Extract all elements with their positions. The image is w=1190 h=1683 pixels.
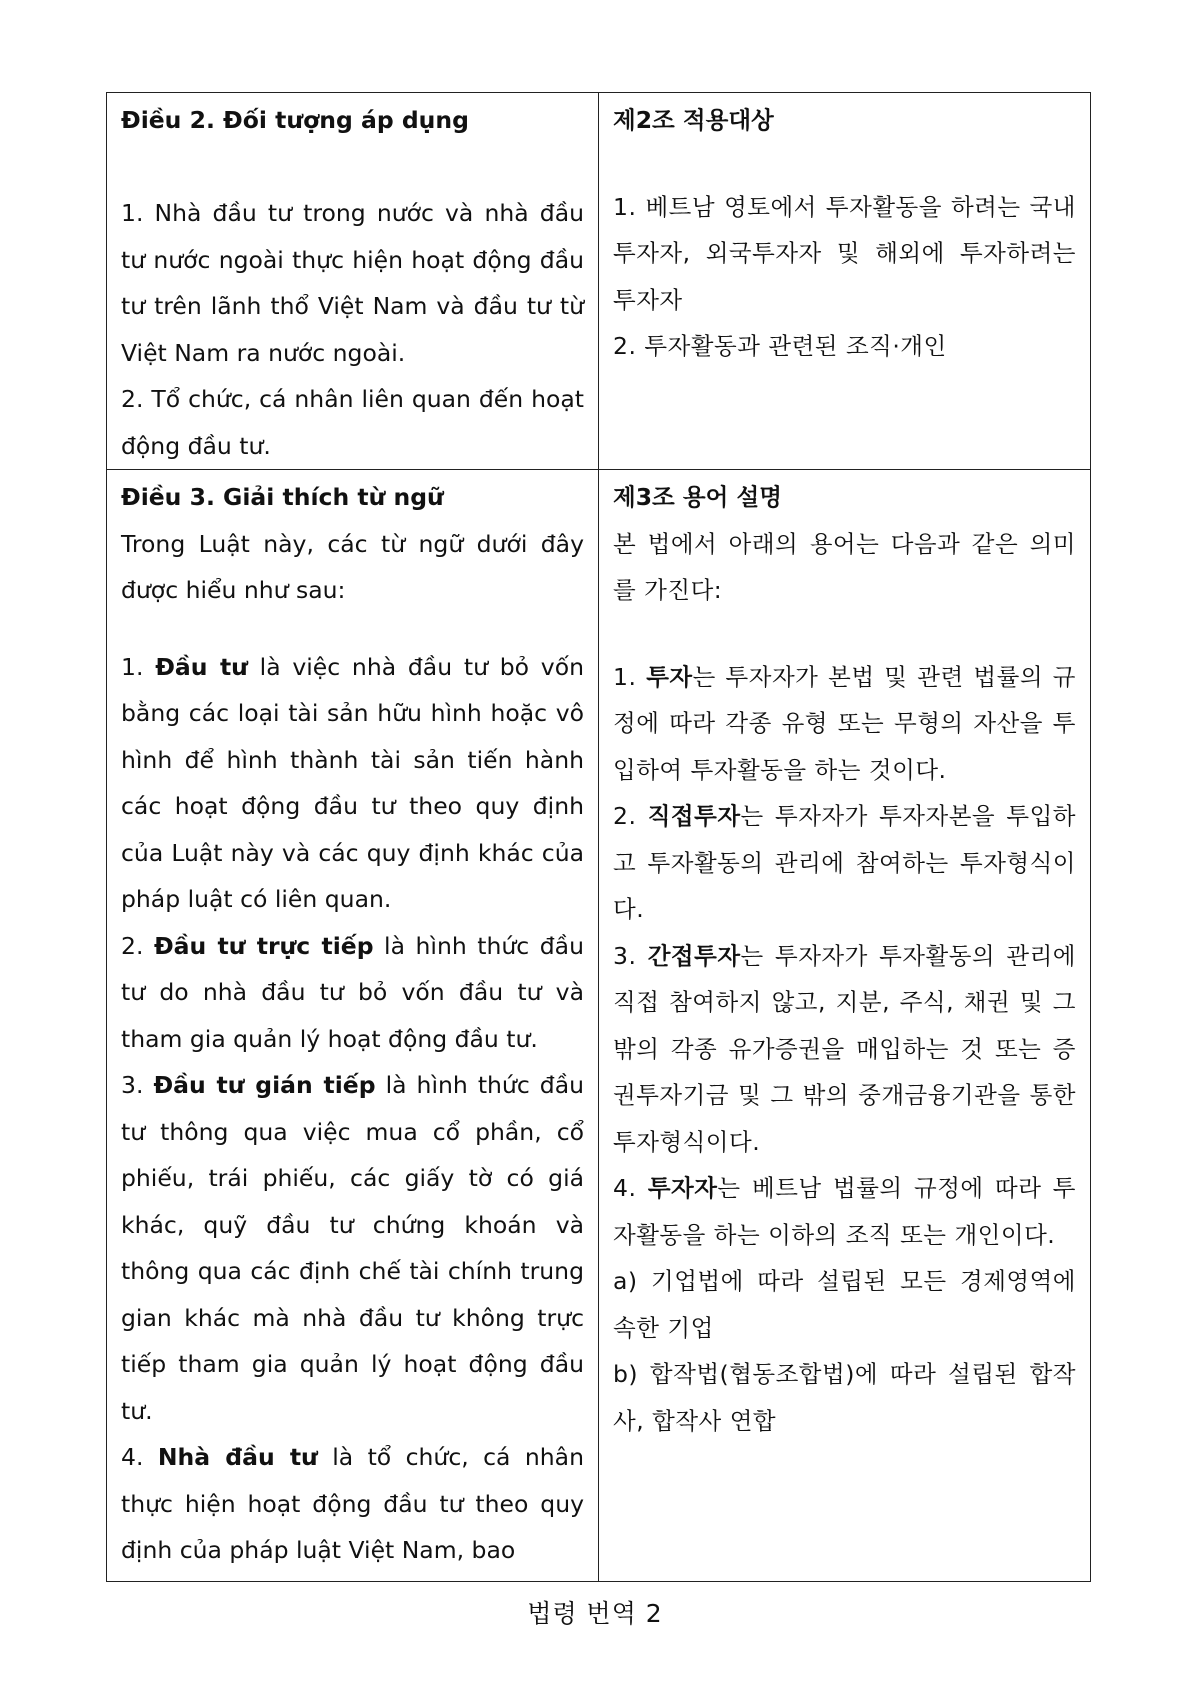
definition-subitem-ko: a) 기업법에 따라 설립된 모든 경제영역에 속한 기업: [613, 1267, 1076, 1342]
article-2-row: [107, 93, 1091, 470]
definition-subitem-ko: b) 합작법(협동조합법)에 따라 설립된 합작사, 합작사 연합: [613, 1360, 1076, 1435]
spacer: [613, 144, 1076, 184]
article-3-vietnamese-cell: [107, 470, 599, 1582]
article-3-row: [107, 470, 1091, 1582]
definition-text: 는 베트남 법률의 규정에 따라 투자활동을 하는 이하의 조직 또는 개인이다.: [613, 1174, 1076, 1249]
definition-text: 는 투자자가 투자자본을 투입하고 투자활동의 관리에 참여하는 투자형식이다.: [613, 802, 1076, 923]
defined-term: 직접투자: [647, 802, 741, 830]
definition-text: là hình thức đầu tư do nhà đầu tư bỏ vốn đầu tư và tham gia quản lý hoạt động đầu tư.: [121, 931, 584, 1053]
item-number: 4.: [613, 1174, 648, 1202]
item-number: 1.: [613, 662, 647, 691]
definition-text: là hình thức đầu tư thông qua việc mua cổ phần, cổ phiếu, trái phiếu, các giấy tờ có giá khác, quỹ đầu tư chứng khoán và thông qua các định chế tài chính trung gian khác mà nhà đầu tư không trực tiếp tham gia quản lý hoạt động đầu tư.: [121, 1071, 584, 1425]
item-number: 3.: [121, 1071, 154, 1099]
article-3-vi-heading: Điều 3. Giải thích từ ngữ: [121, 483, 444, 511]
definition-item-vi: [121, 923, 584, 1063]
article-2-ko-heading: 제2조 적용대상: [613, 106, 774, 134]
item-number: 3.: [613, 941, 648, 970]
article-2-vietnamese-cell: [107, 93, 599, 470]
article-2-vi-item: 1. Nhà đầu tư trong nước và nhà đầu tư nước ngoài thực hiện hoạt động đầu tư trên lãnh thổ Việt Nam và đầu tư từ Việt Nam ra nước ngoài.: [121, 199, 584, 367]
page-footer: 법령 번역 2: [527, 1599, 663, 1628]
defined-term: 투자자: [647, 1174, 718, 1202]
article-3-korean-cell: [599, 470, 1091, 1582]
spacer: [121, 614, 584, 644]
defined-term: Nhà đầu tư: [157, 1443, 318, 1471]
article-3-ko-intro: 본 법에서 아래의 용어는 다음과 같은 의미를 가진다:: [613, 529, 1076, 604]
definition-item-vi: [121, 644, 584, 923]
article-2-ko-item: 1. 베트남 영토에서 투자활동을 하려는 국내투자자, 외국투자자 및 해외에 투자하려는 투자자: [613, 192, 1076, 314]
defined-term: 투자: [646, 662, 693, 691]
bilingual-law-table: [106, 92, 1091, 1582]
definition-item-ko: [613, 933, 1076, 1166]
definition-item-vi: [121, 1062, 584, 1434]
defined-term: Đầu tư trực tiếp: [153, 931, 374, 960]
definition-item-vi: [121, 1434, 584, 1574]
defined-term: Đầu tư gián tiếp: [153, 1071, 376, 1099]
article-3-vi-intro: Trong Luật này, các từ ngữ dưới đây được hiểu như sau:: [121, 529, 584, 604]
article-2-korean-cell: [599, 93, 1091, 470]
defined-term: Đầu tư: [155, 652, 248, 681]
definition-text: 는 투자자가 본법 및 관련 법률의 규정에 따라 각종 유형 또는 무형의 자산을 투입하여 투자활동을 하는 것이다.: [613, 662, 1076, 784]
article-2-vi-heading: Điều 2. Đối tượng áp dụng: [121, 106, 469, 134]
definition-text: là tổ chức, cá nhân thực hiện hoạt động đầu tư theo quy định của pháp luật Việt Nam, bao: [121, 1443, 584, 1564]
article-2-ko-item: 2. 투자활동과 관련된 조직·개인: [613, 332, 947, 360]
article-3-ko-heading: 제3조 용어 설명: [613, 483, 782, 511]
defined-term: 간접투자: [647, 941, 741, 970]
definition-item-ko: [613, 1165, 1076, 1258]
item-number: 4.: [121, 1443, 158, 1471]
spacer: [121, 144, 584, 191]
item-number: 2.: [613, 802, 648, 830]
article-2-vi-item: 2. Tổ chức, cá nhân liên quan đến hoạt động đầu tư.: [121, 385, 584, 460]
definition-text: là việc nhà đầu tư bỏ vốn bằng các loại tài sản hữu hình hoặc vô hình để hình thành tài sản tiến hành các hoạt động đầu tư theo quy định của Luật này và các quy định khác của pháp luật có liên quan.: [121, 652, 584, 913]
spacer: [613, 614, 1076, 654]
item-number: 1.: [121, 652, 156, 681]
definition-item-ko: [613, 654, 1076, 794]
definition-item-ko: [613, 793, 1076, 933]
definition-text: 는 투자자가 투자활동의 관리에 직접 참여하지 않고, 지분, 주식, 채권 및 그 밖의 각종 유가증권을 매입하는 것 또는 증권투자기금 및 그 밖의 중개금융기관을 통한 투자형식이다.: [613, 941, 1076, 1156]
item-number: 2.: [121, 931, 154, 960]
